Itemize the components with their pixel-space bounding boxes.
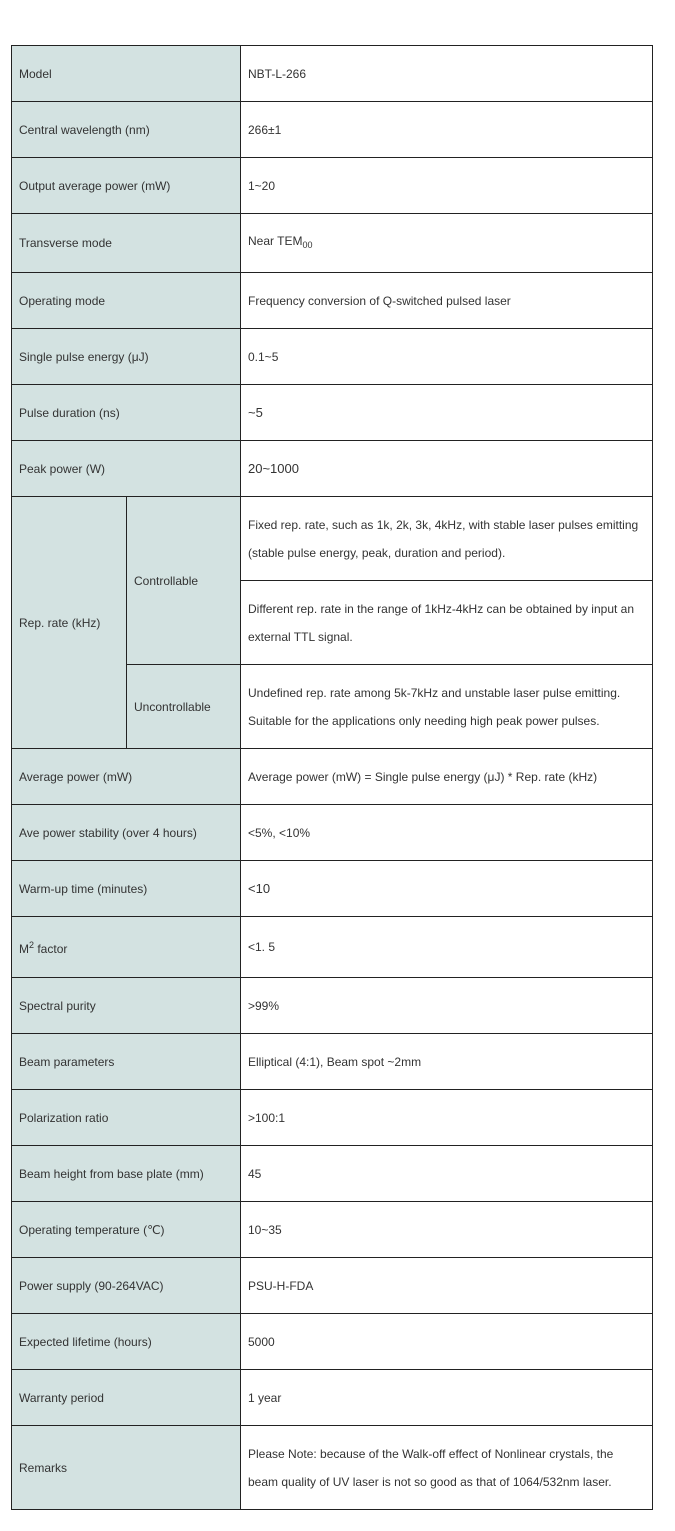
spec-label: Warm-up time (minutes) bbox=[12, 861, 241, 917]
spec-sublabel: Controllable bbox=[127, 497, 241, 665]
spec-label: Model bbox=[12, 46, 241, 102]
spec-sublabel: Uncontrollable bbox=[127, 665, 241, 749]
spec-row-warranty bbox=[12, 1370, 653, 1426]
spec-value: >99% bbox=[241, 978, 653, 1034]
spec-row-beam-parameters bbox=[12, 1034, 653, 1090]
spec-row-model bbox=[12, 46, 653, 102]
spec-value: 1 year bbox=[241, 1370, 653, 1426]
spec-value: Please Note: because of the Walk-off effect of Nonlinear crystals, the beam quality of UV laser is not so good as that of 1064/532nm laser. bbox=[241, 1426, 653, 1510]
spec-value: Elliptical (4:1), Beam spot ~2mm bbox=[241, 1034, 653, 1090]
spec-value: <10 bbox=[241, 861, 653, 917]
spec-label: Operating temperature (℃) bbox=[12, 1202, 241, 1258]
spec-value: 5000 bbox=[241, 1314, 653, 1370]
spec-row-average-power bbox=[12, 749, 653, 805]
spec-row-pulse-duration bbox=[12, 385, 653, 441]
spec-label: Polarization ratio bbox=[12, 1090, 241, 1146]
spec-label: Peak power (W) bbox=[12, 441, 241, 497]
spec-value: >100:1 bbox=[241, 1090, 653, 1146]
spec-label: Beam height from base plate (mm) bbox=[12, 1146, 241, 1202]
spec-row-m2-factor bbox=[12, 917, 653, 978]
spec-value: Average power (mW) = Single pulse energy (μJ) * Rep. rate (kHz) bbox=[241, 749, 653, 805]
spec-label: Warranty period bbox=[12, 1370, 241, 1426]
spec-label: Output average power (mW) bbox=[12, 158, 241, 214]
spec-value bbox=[241, 214, 653, 273]
spec-value: ~5 bbox=[241, 385, 653, 441]
spec-row-beam-height bbox=[12, 1146, 653, 1202]
subscript: 00 bbox=[302, 240, 313, 250]
spec-label: Central wavelength (nm) bbox=[12, 102, 241, 158]
spec-label: Transverse mode bbox=[12, 214, 241, 273]
spec-label: Remarks bbox=[12, 1426, 241, 1510]
spec-row-lifetime bbox=[12, 1314, 653, 1370]
spec-value: 1~20 bbox=[241, 158, 653, 214]
spec-value: Frequency conversion of Q-switched pulsed laser bbox=[241, 273, 653, 329]
spec-label: Rep. rate (kHz) bbox=[12, 497, 127, 749]
spec-row-wavelength bbox=[12, 102, 653, 158]
spec-value-text: Near TEM bbox=[248, 234, 303, 248]
spec-value: NBT-L-266 bbox=[241, 46, 653, 102]
spec-label: Beam parameters bbox=[12, 1034, 241, 1090]
spec-row-warm-up bbox=[12, 861, 653, 917]
spec-value: Undefined rep. rate among 5k-7kHz and unstable laser pulse emitting. Suitable for the applications only needing high peak power pulses. bbox=[241, 665, 653, 749]
spec-row-power-supply bbox=[12, 1258, 653, 1314]
spec-value: 10~35 bbox=[241, 1202, 653, 1258]
spec-label: Spectral purity bbox=[12, 978, 241, 1034]
spec-value: PSU-H-FDA bbox=[241, 1258, 653, 1314]
spec-value: 20~1000 bbox=[241, 441, 653, 497]
spec-value: <1. 5 bbox=[241, 917, 653, 978]
spec-label: Ave power stability (over 4 hours) bbox=[12, 805, 241, 861]
spec-value: 45 bbox=[241, 1146, 653, 1202]
spec-value: 0.1~5 bbox=[241, 329, 653, 385]
spec-row-peak-power bbox=[12, 441, 653, 497]
spec-row-pulse-energy bbox=[12, 329, 653, 385]
spec-value: Fixed rep. rate, such as 1k, 2k, 3k, 4kHz, with stable laser pulses emitting (stable pulse energy, peak, duration and period). bbox=[241, 497, 653, 581]
spec-row-transverse-mode bbox=[12, 214, 653, 273]
spec-label: Expected lifetime (hours) bbox=[12, 1314, 241, 1370]
spec-label bbox=[12, 917, 241, 978]
superscript: 2 bbox=[29, 940, 35, 950]
spec-row-operating-temperature bbox=[12, 1202, 653, 1258]
spec-label: Pulse duration (ns) bbox=[12, 385, 241, 441]
spec-label: Power supply (90-264VAC) bbox=[12, 1258, 241, 1314]
spec-row-power-stability bbox=[12, 805, 653, 861]
spec-row-output-power bbox=[12, 158, 653, 214]
spec-row-rep-rate bbox=[12, 497, 653, 581]
spec-value: Different rep. rate in the range of 1kHz-4kHz can be obtained by input an external TTL signal. bbox=[241, 581, 653, 665]
spec-table bbox=[11, 45, 653, 1510]
spec-label: Single pulse energy (μJ) bbox=[12, 329, 241, 385]
spec-value: <5%, <10% bbox=[241, 805, 653, 861]
spec-label-text: M bbox=[19, 942, 29, 956]
spec-row-remarks bbox=[12, 1426, 653, 1510]
spec-row-operating-mode bbox=[12, 273, 653, 329]
spec-label: Operating mode bbox=[12, 273, 241, 329]
spec-label-text: factor bbox=[34, 942, 68, 956]
spec-label: Average power (mW) bbox=[12, 749, 241, 805]
spec-row-polarization bbox=[12, 1090, 653, 1146]
spec-value: 266±1 bbox=[241, 102, 653, 158]
spec-row-spectral-purity bbox=[12, 978, 653, 1034]
